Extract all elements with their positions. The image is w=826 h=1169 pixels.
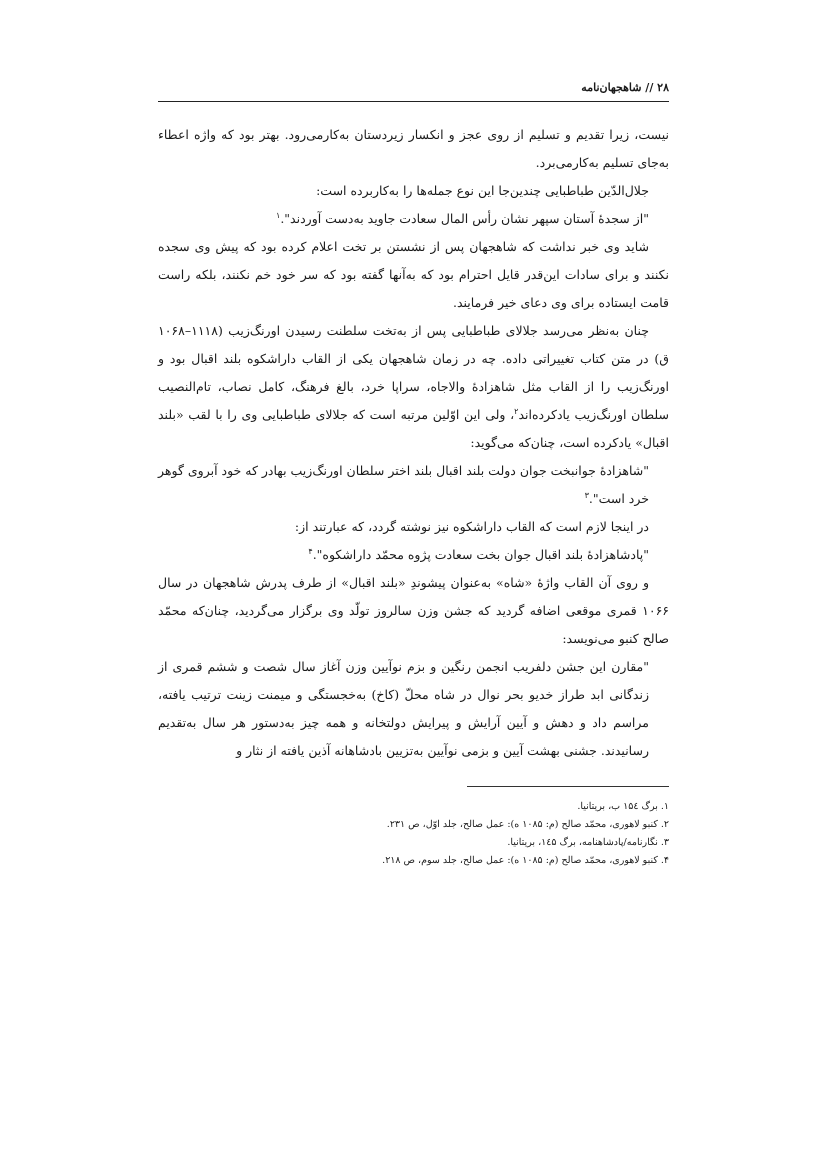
paragraph-4 xyxy=(158,317,669,457)
quote-3-text: "پادشاهزادهٔ بلند اقبال جوان بخت سعادت پژوه محمّد داراشکوه". xyxy=(312,547,649,562)
quote-2 xyxy=(158,457,649,513)
paragraph-1: نیست، زیرا تقدیم و تسلیم از روی عجز و انکسار زیردستان به‌کارمی‌رود. بهتر بود که واژه اعطاء به‌جای تسلیم به‌کارمی‌برد. xyxy=(158,127,669,170)
quote-4: "مقارن این جشن دلفریب انجمن رنگین و بزم نوآیین وزن آغاز سال شصت و ششم قمری از زندگانی ابد طراز خدیو بحر نوال در شاه محلّ (کاخ) به‌خجستگی و میمنت زینت ترتیب یافته، مراسم داد و دهش و آیین آرایش و پیرایش دولتخانه و همه چیز به‌دستور هر سال به‌تقدیم رسانیدند. جشنی بهشت آیین و بزمی نوآیین به‌تزیین بادشاهانه آذین یافته از نثار و xyxy=(158,659,649,758)
quote-3 xyxy=(158,541,669,569)
body-text xyxy=(158,121,669,765)
footnote-3: ۳. نگارنامه/پادشاهنامه، برگ ۱٤۵، بریتانیا. xyxy=(507,837,669,848)
footnote-4: ۴. کنبو لاهوری، محمّد صالح (م: ۱۰۸۵ ه): عمل صالح، جلد سوم، ص ۲۱۸. xyxy=(382,855,669,866)
paragraph-4-part-b: ، ولی این اوّلین مرتبه است که جلالای طباطبایی وی را با لقب «بلند اقبال» یادکرده است، چنان‌که می‌گوید: xyxy=(158,407,669,450)
paragraph-2: جلال‌الدّین طباطبایی چندین‌جا این نوع جمله‌ها را به‌کاربرده است: xyxy=(316,183,649,198)
footnote-ref-4: ۴ xyxy=(308,546,313,556)
header-rule xyxy=(158,101,669,102)
footnote-ref-3: ۳ xyxy=(584,490,589,500)
paragraph-4-part-a: چنان به‌نظر می‌رسد جلالای طباطبایی پس از به‌تخت سلطنت رسیدن اورنگ‌زیب (۱۱۱۸–۱۰۶۸ ق) در متن کتاب تغییراتی داده. چه در زمان شاهجهان یکی از القاب داراشکوه بلند اقبال بود و اورنگ‌زیب را از القاب مثل شاهزادهٔ والاجاه، سراپا خرد، بالغ فرهنگ، کامل نصاب، تام‌النصیب سلطان اورنگ‌زیب یادکرده‌اند xyxy=(158,323,669,422)
footnote-ref-2: ۲ xyxy=(514,406,519,416)
quote-2-text: "شاهزادهٔ جوانبخت جوان دولت بلند اقبال بلند اختر سلطان اورنگ‌زیب بهادر که خود آبروی گوهر خرد است". xyxy=(158,463,649,506)
footnote-ref-1: ۱ xyxy=(276,210,281,220)
quote-1-text: "از سجدهٔ آستان سپهر نشان رأس المال سعادت جاوید به‌دست آوردند". xyxy=(280,211,649,226)
footnote-1: ۱. برگ ۱۵٤ ب، بریتانیا. xyxy=(577,801,669,812)
paragraph-6: و روی آن القاب واژهٔ «شاه» به‌عنوان پیشوندِ «بلند اقبال» از طرف پدرش شاهجهان در سال ۱۰۶۶ قمری موقعی اضافه گردید که جشن وزن سالروز تولّد وی برگزار می‌گردید، چنان‌که محمّد صالح کنبو می‌نویسد: xyxy=(158,575,669,646)
quote-1 xyxy=(158,205,669,233)
running-head: ۲۸ // شاهجهان‌نامه xyxy=(581,81,669,94)
footnotes xyxy=(158,798,669,870)
paragraph-5: در اینجا لازم است که القاب داراشکوه نیز نوشته گردد، که عبارتند از: xyxy=(294,519,649,534)
footnote-rule xyxy=(467,786,669,787)
paragraph-3: شاید وی خبر نداشت که شاهجهان پس از نشستن بر تخت اعلام کرده بود که پیش وی سجده نکنند و برای سادات این‌قدر قایل احترام بود که به‌آنها گفته بود که سر خود خم نکنند، بلکه راست قامت ایستاده برای وی دعای خیر فرمایند. xyxy=(158,239,669,310)
footnote-2: ۲. کنبو لاهوری، محمّد صالح (م: ۱۰۸۵ ه): عمل صالح، جلد اوّل، ص ۲۳۱. xyxy=(386,819,669,830)
